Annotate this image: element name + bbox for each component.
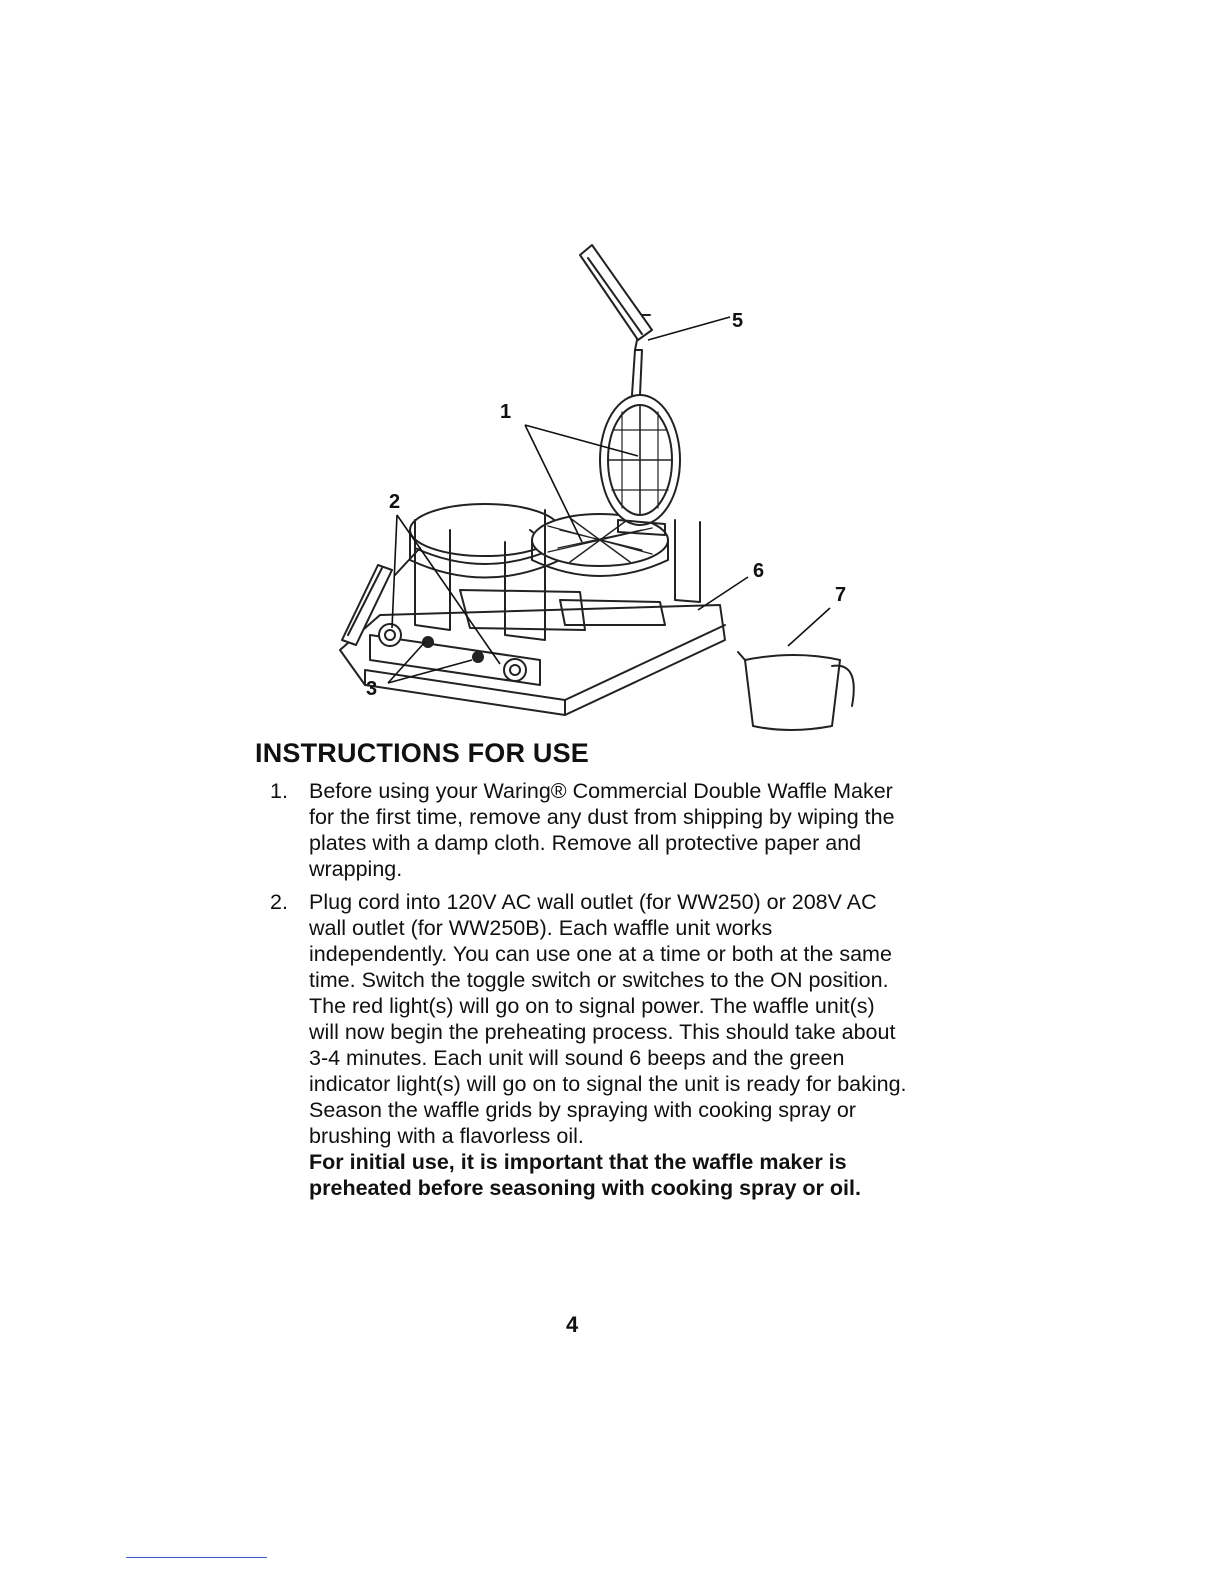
step-number: 2. <box>270 890 288 914</box>
step-note: For initial use, it is important that the waffle maker is preheated before seasoning with cooking spray or oil. <box>309 1150 861 1200</box>
waffle-maker-diagram <box>320 230 880 740</box>
callout-1: 1 <box>500 401 512 423</box>
section-title: INSTRUCTIONS FOR USE <box>255 738 590 768</box>
callout-5: 5 <box>732 310 744 332</box>
list-item <box>270 889 910 1201</box>
callout-7: 7 <box>835 584 847 606</box>
page-number: 4 <box>566 1312 579 1337</box>
callout-3: 3 <box>366 678 378 700</box>
step-text: Plug cord into 120V AC wall outlet (for WW250) or 208V AC wall outlet (for WW250B). Each waffle unit works independently. You can use one at a time or both at the same time. Switch the toggle switch or switches to the ON position. The red light(s) will go on to signal power. The waffle unit(s) will now begin the preheating process. This should take about 3-4 minutes. Each unit will sound 6 beeps and the green indicator light(s) will go on to signal the unit is ready for baking. Season the waffle grids by spraying with cooking spray or brushing with a flavorless oil. <box>309 890 907 1148</box>
instruction-list <box>270 778 910 1208</box>
list-item <box>270 778 910 882</box>
step-number: 1. <box>270 779 288 803</box>
callout-2: 2 <box>389 491 401 513</box>
step-text: Before using your Waring® Commercial Double Waffle Maker for the first time, remove any dust from shipping by wiping the plates with a damp cloth. Remove all protective paper and wrapping. <box>309 779 895 881</box>
waffle-maker-illustration <box>320 230 880 740</box>
footer-divider <box>126 1557 267 1558</box>
callout-6: 6 <box>753 560 765 582</box>
